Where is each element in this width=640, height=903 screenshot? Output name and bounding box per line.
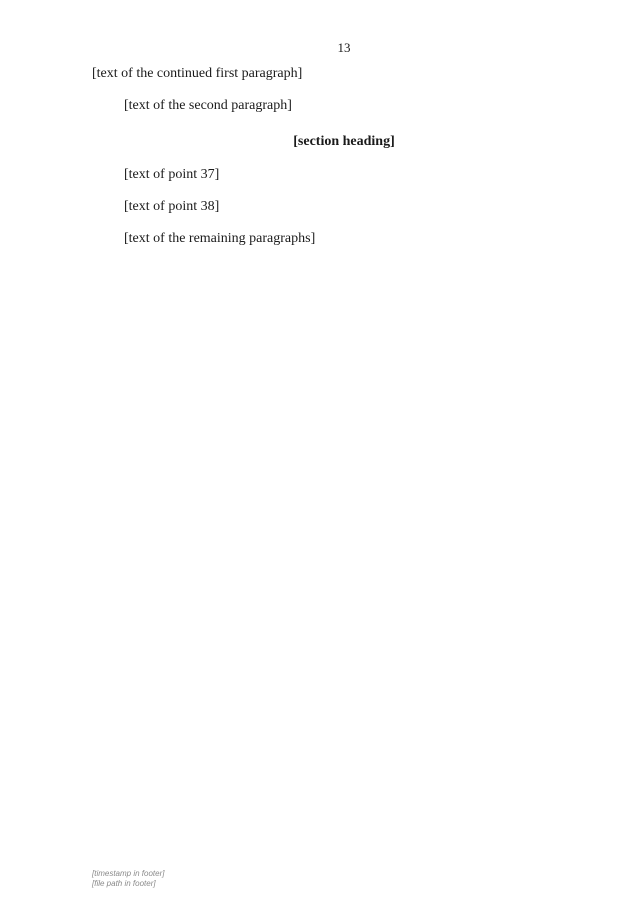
paragraph: [text of the second paragraph] [124, 98, 292, 113]
paragraph: [text of point 38] [124, 199, 220, 214]
paragraph: [text of the remaining paragraphs] [124, 231, 316, 246]
page-content [92, 64, 596, 249]
footer-timestamp: [timestamp in footer] [92, 869, 165, 878]
paragraph: [text of the continued first paragraph] [92, 66, 303, 81]
section-heading: [section heading] [293, 134, 395, 149]
page-number: 13 [337, 40, 351, 55]
paragraph: [text of point 37] [124, 167, 220, 182]
footer-path: [file path in footer] [92, 879, 156, 888]
footer [92, 869, 164, 889]
